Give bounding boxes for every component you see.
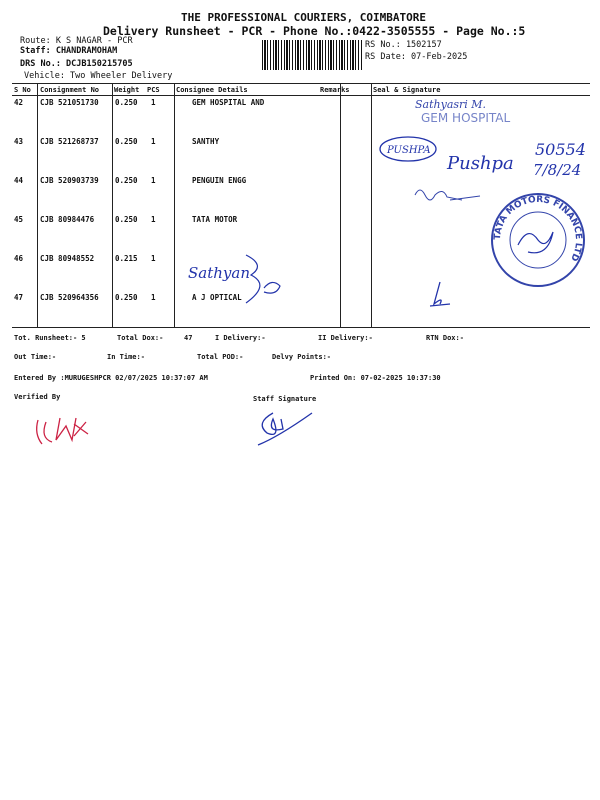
row-consignment: CJB 80984476 bbox=[40, 215, 95, 224]
gem-stamp-hospital: GEM HOSPITAL bbox=[421, 111, 511, 125]
row-consignee: SANTHY bbox=[192, 137, 220, 146]
tot-runsheet: Tot. Runsheet:- 5 bbox=[14, 334, 86, 342]
company-name: THE PROFESSIONAL COURIERS, COIMBATORE bbox=[181, 11, 427, 24]
row-sno: 46 bbox=[14, 254, 24, 263]
staff-signature-label: Staff Signature bbox=[253, 395, 317, 403]
pushpa-circle-text: PUSHPA bbox=[387, 145, 431, 156]
row-sno: 44 bbox=[14, 176, 24, 185]
row-consignment: CJB 521268737 bbox=[40, 137, 99, 146]
row-weight: 0.215 bbox=[115, 254, 138, 263]
row-sno: 45 bbox=[14, 215, 24, 224]
verified-by: Verified By bbox=[14, 393, 61, 401]
row-consignment: CJB 521051730 bbox=[40, 98, 99, 107]
col-header-remarks: Remarks bbox=[320, 86, 350, 94]
col-header-pcs: PCS bbox=[147, 86, 160, 94]
row-consignment: CJB 520964356 bbox=[40, 293, 99, 302]
pushpa-number: 50554 bbox=[535, 140, 586, 159]
row-pcs: 1 bbox=[151, 176, 156, 185]
col-divider bbox=[174, 83, 175, 328]
rs-date: RS Date: 07-Feb-2025 bbox=[365, 52, 468, 62]
santhy-signature bbox=[186, 250, 306, 310]
vehicle-label: Vehicle: Two Wheeler Delivery bbox=[24, 71, 173, 81]
penguin-signature bbox=[410, 180, 490, 210]
verified-by-signature bbox=[30, 410, 100, 450]
total-dox-value: 47 bbox=[184, 334, 193, 342]
printed-on: Printed On: 07-02-2025 10:37:30 bbox=[310, 374, 441, 382]
total-dox-label: Total Dox:- bbox=[117, 334, 164, 342]
ii-delivery: II Delivery:- bbox=[318, 334, 373, 342]
col-divider bbox=[37, 83, 38, 328]
santhy-sign-text: Sathyan bbox=[188, 264, 250, 282]
staff-label: Staff: CHANDRAMOHAM bbox=[20, 46, 118, 56]
row-sno: 42 bbox=[14, 98, 24, 107]
optical-signature bbox=[420, 280, 460, 310]
col-header-weight: Weight bbox=[114, 86, 140, 94]
row-consignee: A J OPTICAL bbox=[192, 293, 242, 302]
row-weight: 0.250 bbox=[115, 215, 138, 224]
row-weight: 0.250 bbox=[115, 98, 138, 107]
out-time: Out Time:- bbox=[14, 353, 57, 361]
pushpa-sign-text: Pushpa bbox=[447, 153, 514, 174]
tata-motors-seal bbox=[488, 190, 588, 290]
gem-stamp-name: Sathyasri M. bbox=[415, 98, 487, 111]
tata-seal-text: TATA MOTORS FINANCE LTD bbox=[492, 194, 584, 263]
drs-number: DRS No.: DCJB150215705 bbox=[20, 59, 133, 69]
rtn-dox: RTN Dox:- bbox=[426, 334, 464, 342]
rs-number: RS No.: 1502157 bbox=[365, 40, 442, 50]
row-consignment: CJB 80948552 bbox=[40, 254, 95, 263]
col-header-consignment: Consignment No bbox=[40, 86, 100, 94]
row-weight: 0.250 bbox=[115, 176, 138, 185]
row-pcs: 1 bbox=[151, 98, 156, 107]
row-pcs: 1 bbox=[151, 254, 156, 263]
row-consignee: PENGUIN ENGG bbox=[192, 176, 247, 185]
table-bottom-border bbox=[12, 327, 590, 328]
row-sno: 43 bbox=[14, 137, 24, 146]
gem-hospital-stamp bbox=[395, 96, 535, 130]
total-pod: Total POD:- bbox=[197, 353, 244, 361]
row-weight: 0.250 bbox=[115, 137, 138, 146]
col-divider bbox=[112, 83, 113, 328]
col-header-sno: S No bbox=[14, 86, 31, 94]
entered-by: Entered By :MURUGESHPCR 02/07/2025 10:37:07 AM bbox=[14, 374, 208, 382]
staff-signature bbox=[248, 405, 318, 450]
row-pcs: 1 bbox=[151, 215, 156, 224]
table-top-border bbox=[12, 83, 590, 84]
barcode bbox=[262, 40, 362, 70]
col-divider bbox=[371, 83, 372, 328]
col-header-signature: Seal & Signature bbox=[373, 86, 441, 94]
row-pcs: 1 bbox=[151, 137, 156, 146]
row-consignee: TATA MOTOR bbox=[192, 215, 238, 224]
i-delivery: I Delivery:- bbox=[215, 334, 266, 342]
pushpa-date: 7/8/24 bbox=[533, 161, 582, 179]
delvy-points: Delvy Points:- bbox=[272, 353, 332, 361]
col-header-consignee: Consignee Details bbox=[176, 86, 248, 94]
row-pcs: 1 bbox=[151, 293, 156, 302]
row-sno: 47 bbox=[14, 293, 24, 302]
row-weight: 0.250 bbox=[115, 293, 138, 302]
in-time: In Time:- bbox=[107, 353, 145, 361]
col-divider bbox=[340, 83, 341, 328]
runsheet-title: Delivery Runsheet - PCR - Phone No.:0422-3505555 - Page No.:5 bbox=[103, 24, 526, 38]
route-label: Route: K S NAGAR - PCR bbox=[20, 36, 133, 46]
row-consignment: CJB 520903739 bbox=[40, 176, 99, 185]
row-consignee: GEM HOSPITAL AND bbox=[192, 98, 265, 107]
pushpa-signature bbox=[375, 135, 600, 180]
